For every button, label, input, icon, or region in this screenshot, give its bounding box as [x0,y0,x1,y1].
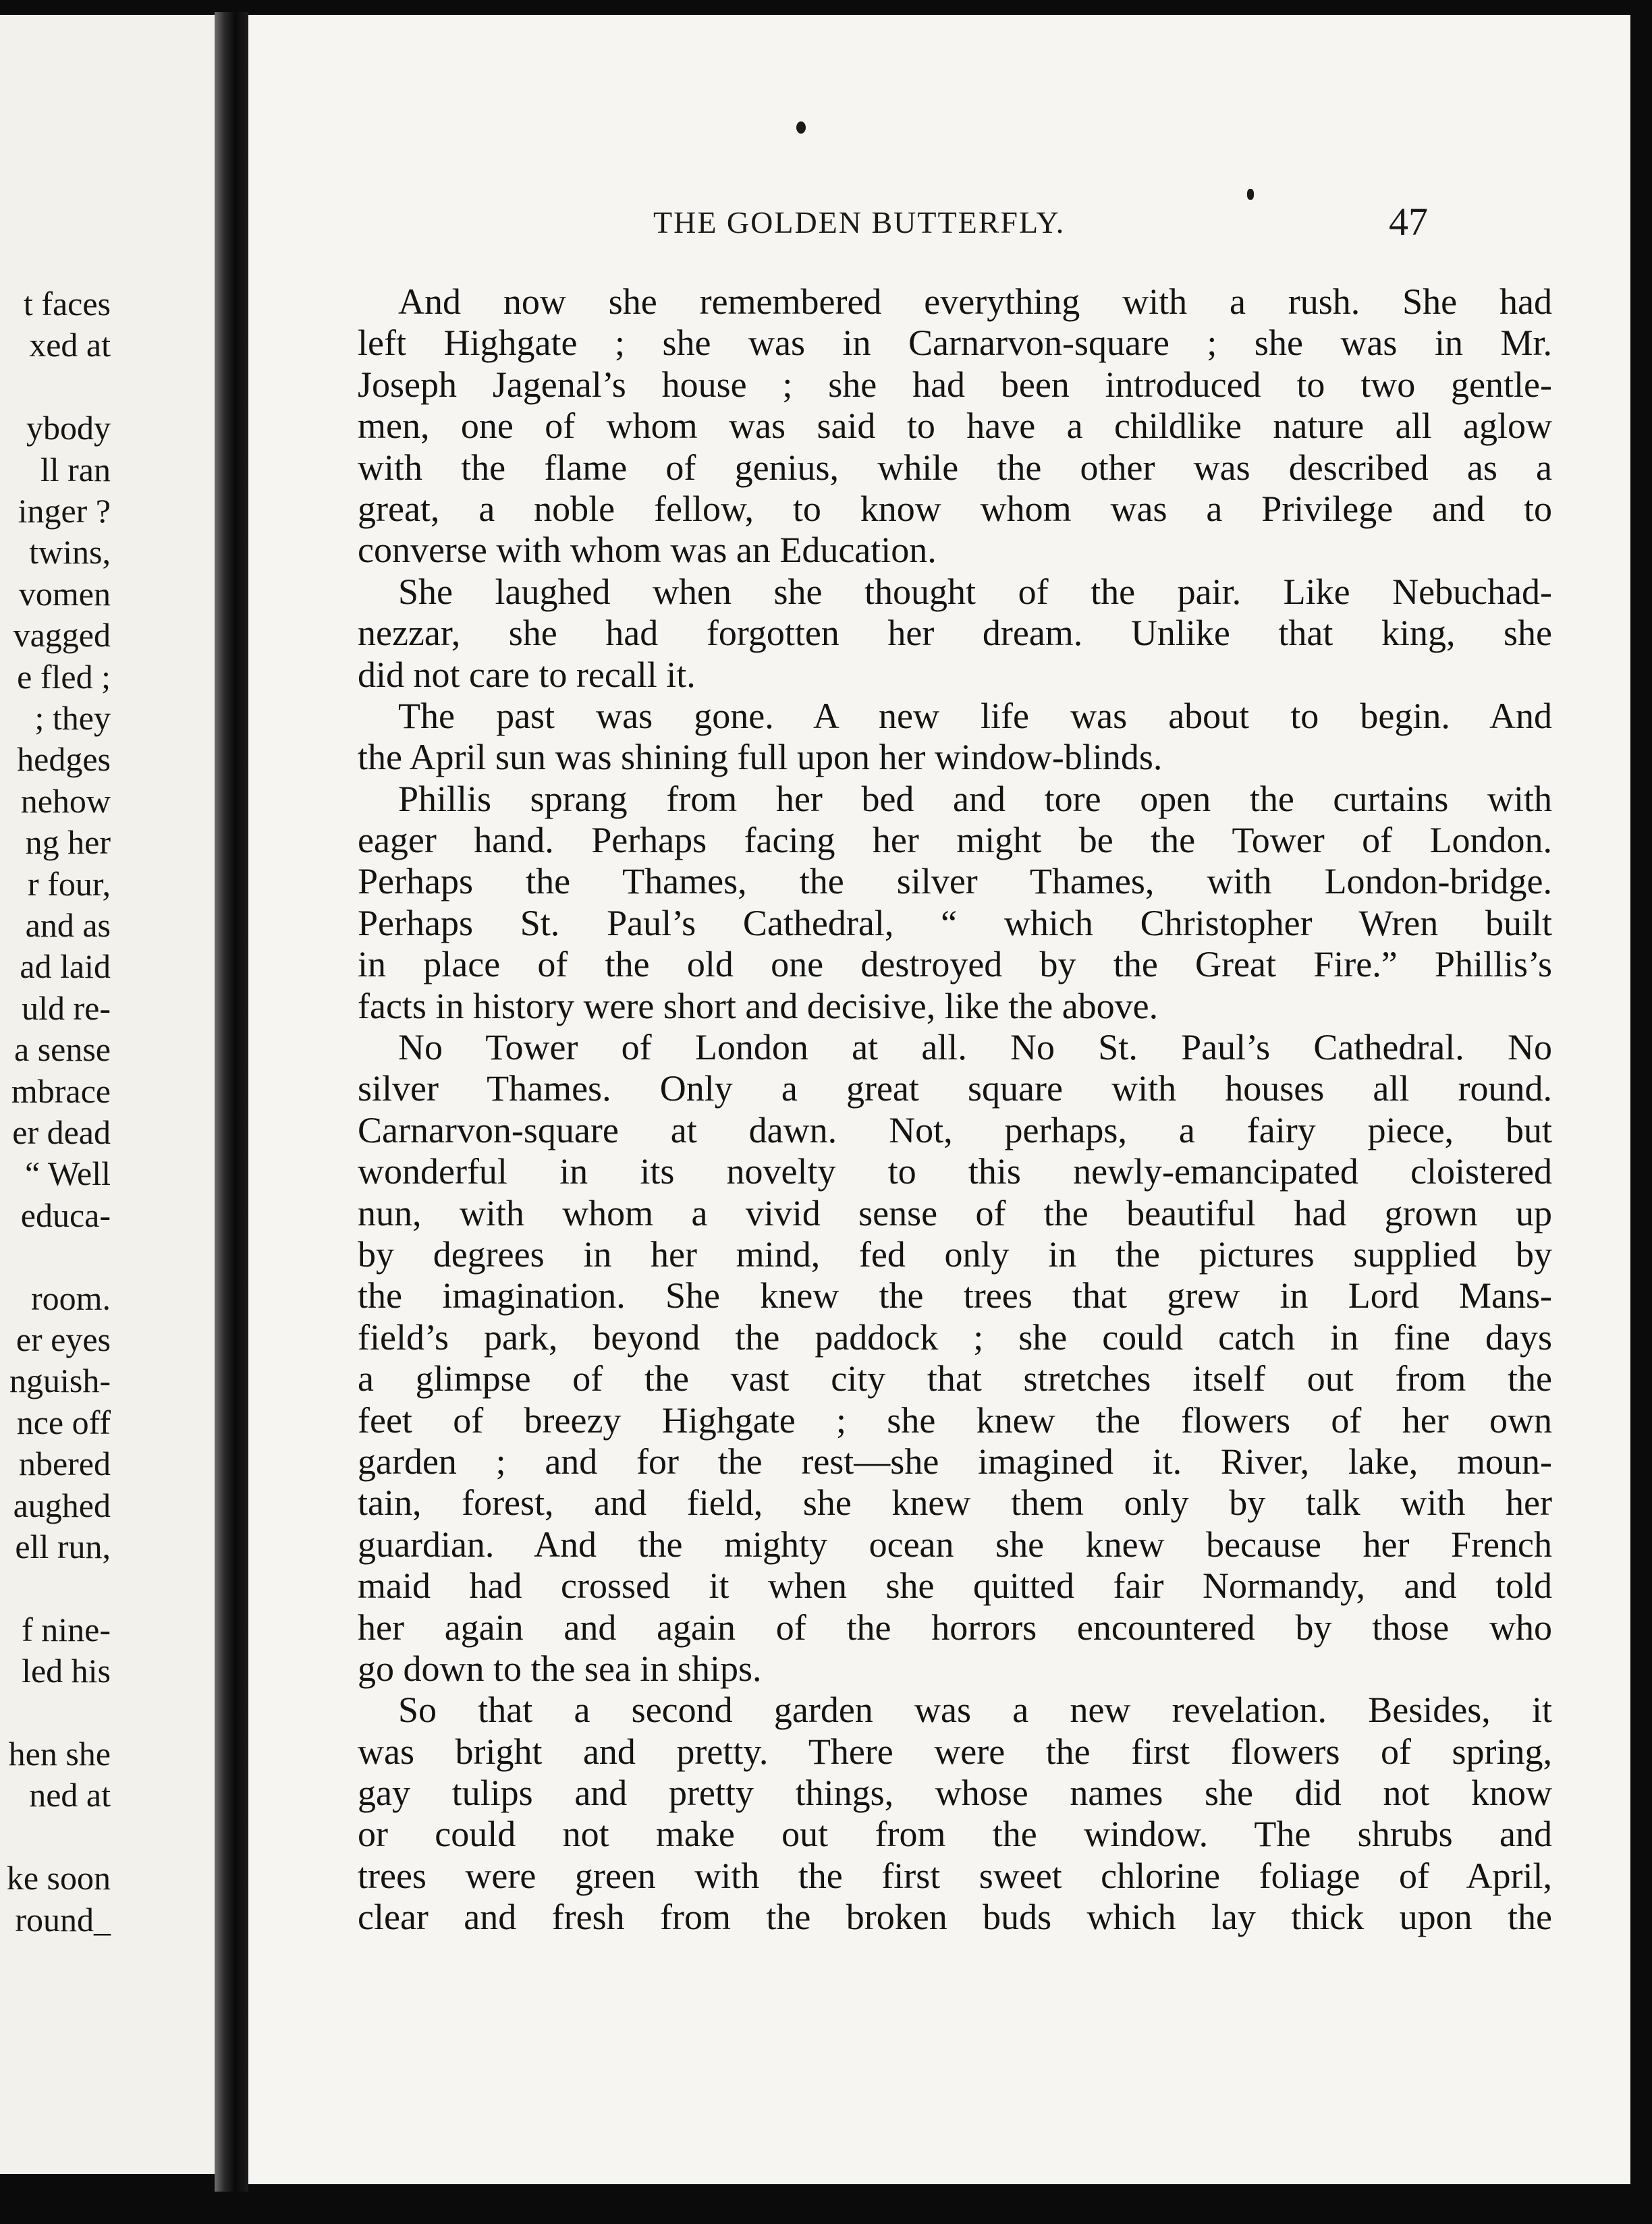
body-line: She laughed when she thought of the pair. Like Nebuchad- [398,571,1552,612]
left-page-line-fragment: round_ [15,1900,111,1939]
left-page-line-fragment: er eyes [16,1320,111,1358]
left-page-line-fragment: nce off [16,1403,111,1441]
page-number: 47 [1389,200,1428,244]
scan-border [1630,0,1652,2224]
left-page-line-fragment: inger ? [18,492,111,530]
left-page-line-fragment: room. [30,1279,111,1317]
body-line: great, a noble fellow, to know whom was a Privilege and to [358,488,1552,529]
left-page-line-fragment: er dead [12,1113,111,1151]
body-line: tain, forest, and field, she knew them only by talk with her [358,1482,1552,1524]
body-line: nezzar, she had forgotten her dream. Unlike that king, she [358,613,1552,654]
book-gutter [215,12,248,2192]
body-line: guardian. And the mighty ocean she knew because her French [358,1524,1552,1565]
body-line: facts in history were short and decisive, like the above. [358,985,1159,1026]
ink-speck [796,121,806,134]
left-page-line-fragment: a sense [14,1030,111,1069]
left-page-line-fragment: ; they [34,699,111,737]
body-line: And now she remembered everything with a rush. She had [398,281,1552,322]
ink-speck [1247,189,1254,200]
left-page-line-fragment: aughed [13,1486,111,1524]
body-line: by degrees in her mind, fed only in the pictures supplied by [358,1233,1552,1275]
left-page-line-fragment: ell run, [15,1528,111,1565]
body-line: garden ; and for the rest—she imagined it. River, lake, moun- [358,1441,1552,1482]
left-page-line-fragment: nehow [20,781,111,820]
body-text [358,281,1552,1939]
left-page-line-fragment: mbrace [11,1072,111,1110]
body-line: the imagination. She knew the trees that grew in Lord Mans- [358,1275,1552,1316]
body-line: trees were green with the first sweet chlorine foliage of April, [358,1855,1552,1896]
left-page-line-fragment: r four, [28,864,111,903]
body-line: in place of the old one destroyed by the Great Fire.” Phillis’s [358,944,1552,985]
body-line: No Tower of London at all. No St. Paul’s Cathedral. No [398,1027,1552,1068]
left-page-line-fragment: ybody [26,409,111,447]
body-line: gay tulips and pretty things, whose names she did not know [358,1773,1552,1814]
body-line: was bright and pretty. There were the first flowers of spring, [358,1731,1552,1772]
left-page [0,15,215,2174]
left-page-line-fragment: and as [25,906,111,944]
body-line: left Highgate ; she was in Carnarvon-square ; she was in Mr. [358,323,1552,364]
body-line: Joseph Jagenal’s house ; she had been introduced to two gentle- [358,364,1552,405]
left-page-line-fragment: f nine- [22,1610,111,1648]
body-line: men, one of whom was said to have a childlike nature all aglow [358,406,1552,447]
body-line: silver Thames. Only a great square with houses all round. [358,1068,1552,1109]
body-line: wonderful in its novelty to this newly-emancipated cloistered [358,1151,1552,1192]
left-page-line-fragment: nguish- [9,1362,111,1400]
body-line: or could not make out from the window. The shrubs and [358,1814,1552,1855]
body-line: maid had crossed it when she quitted fair Normandy, and told [358,1565,1552,1607]
body-line: eager hand. Perhaps facing her might be the Tower of London. [358,820,1552,861]
body-line: go down to the sea in ships. [358,1648,762,1689]
running-head: THE GOLDEN BUTTERFLY. [653,205,1066,240]
left-page-line-fragment: twins, [29,533,111,572]
body-line: The past was gone. A new life was about to begin. And [398,695,1552,736]
left-page-line-fragment: ll ran [40,450,111,489]
body-line: with the flame of genius, while the other was described as a [358,447,1552,488]
main-page [248,15,1630,2184]
body-line: Phillis sprang from her bed and tore open the curtains with [398,778,1552,819]
left-page-line-fragment: ng her [25,823,111,862]
left-page-line-fragment: ad laid [20,947,111,986]
left-page-line-fragment: nbered [18,1445,111,1483]
left-page-line-fragment: e fled ; [17,657,111,696]
left-page-line-fragment: hen she [8,1735,111,1773]
body-line: converse with whom was an Education. [358,530,937,571]
left-page-line-fragment: t faces [23,285,111,323]
left-page-line-fragment: vomen [18,574,111,613]
body-line: Carnarvon-square at dawn. Not, perhaps, a fairy piece, but [358,1109,1552,1150]
body-line: did not care to recall it. [358,654,696,695]
body-line: nun, with whom a vivid sense of the beautiful had grown up [358,1192,1552,1233]
left-page-line-fragment: xed at [29,326,111,364]
body-line: clear and fresh from the broken buds which lay thick upon the [358,1897,1552,1938]
left-page-line-fragment: educa- [20,1196,111,1234]
left-page-line-fragment: led his [22,1652,111,1690]
left-page-line-fragment: vagged [13,616,111,655]
body-line: feet of breezy Highgate ; she knew the flowers of her own [358,1399,1552,1441]
left-page-line-fragment: ke soon [6,1859,111,1897]
left-page-line-fragment: hedges [17,740,111,779]
body-line: So that a second garden was a new revelation. Besides, it [398,1690,1552,1731]
left-page-line-fragment: ned at [29,1776,111,1814]
body-line: her again and again of the horrors encountered by those who [358,1607,1552,1648]
body-line: the April sun was shining full upon her window-blinds. [358,737,1163,778]
left-page-line-fragment: uld re- [22,989,111,1027]
body-line: a glimpse of the vast city that stretches itself out from the [358,1358,1552,1399]
body-line: Perhaps the Thames, the silver Thames, with London-bridge. [358,861,1552,902]
left-page-line-fragment: “ Well [25,1155,111,1193]
body-line: field’s park, beyond the paddock ; she could catch in fine days [358,1316,1552,1358]
body-line: Perhaps St. Paul’s Cathedral, “ which Christopher Wren built [358,902,1552,943]
